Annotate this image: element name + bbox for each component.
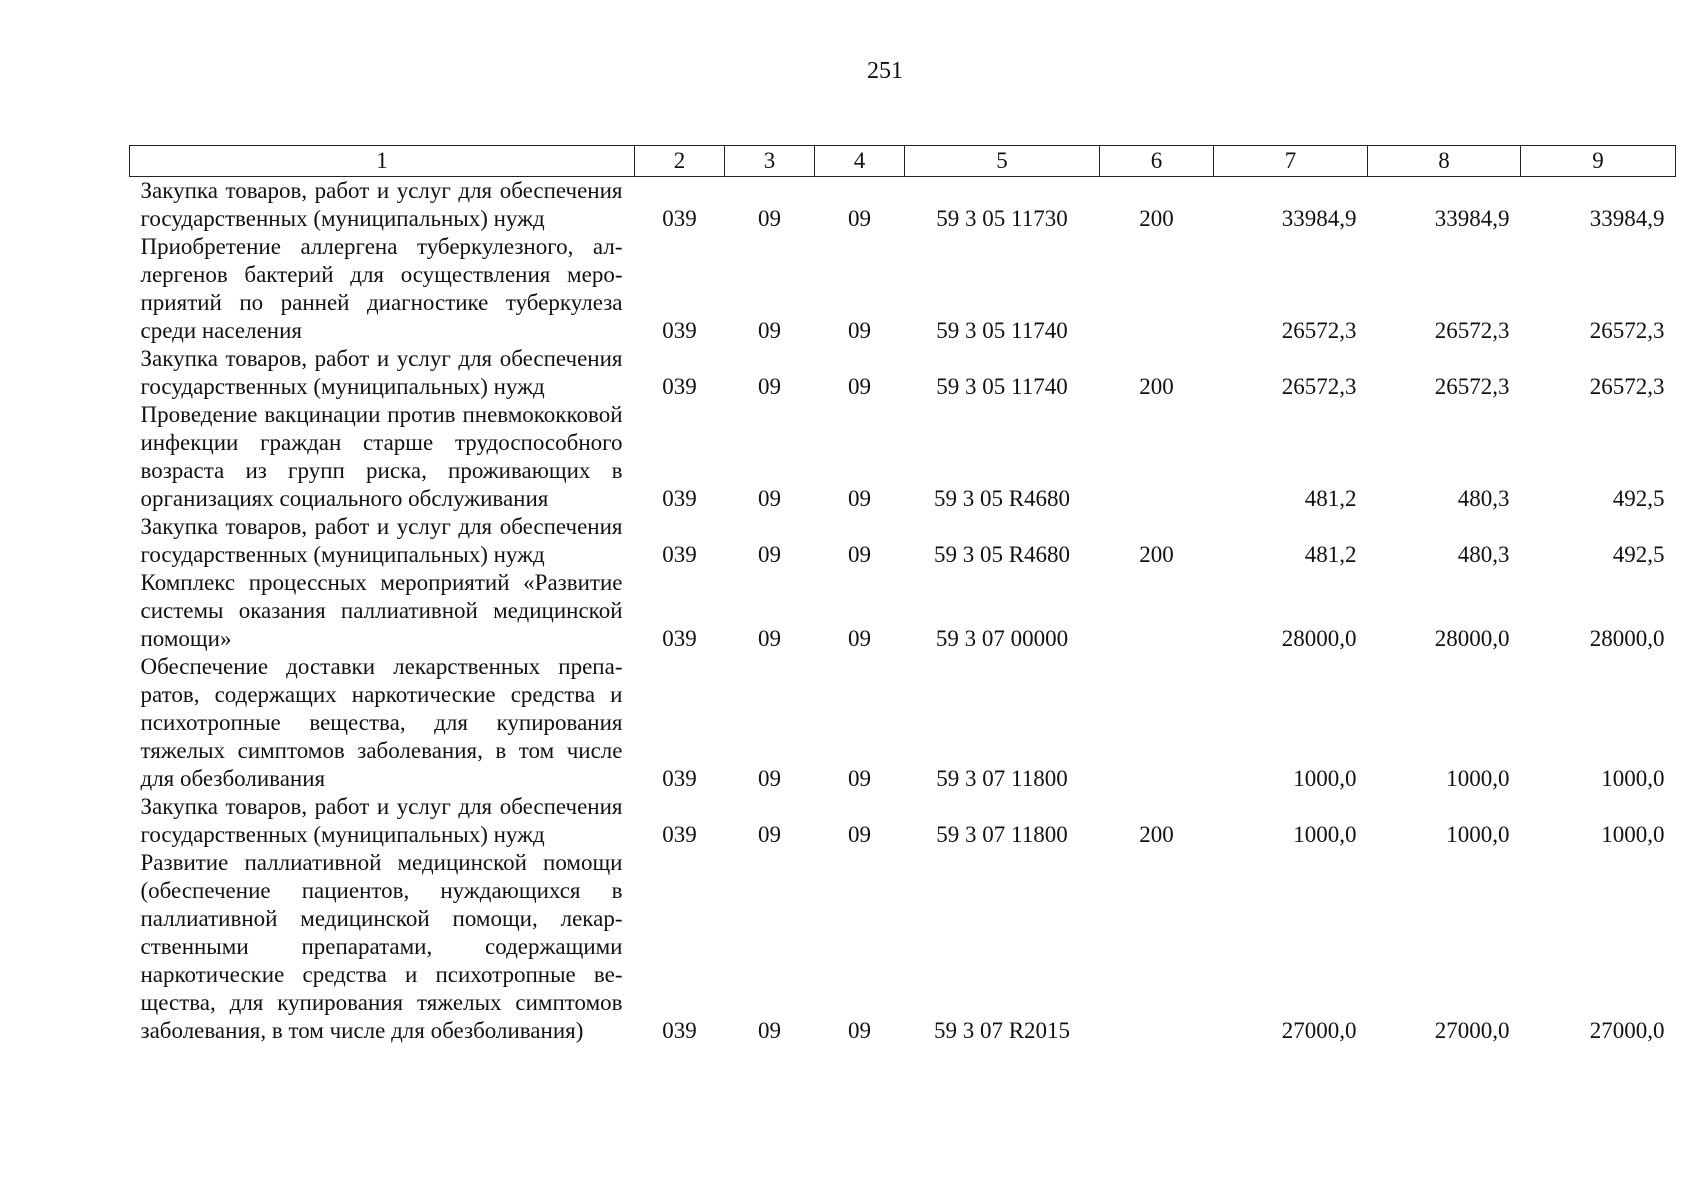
table-row [130,345,1676,401]
row-value-1: 28000,0 [1281,626,1357,651]
row-value-2: 1000,0 [1446,766,1510,791]
table-row [130,177,1676,234]
row-vr: 200 [1139,542,1174,567]
header-cell-1: 1 [130,146,635,177]
header-row [130,146,1676,177]
row-pr: 09 [848,206,871,231]
row-vr [1100,569,1214,653]
row-name: Развитие паллиативной медицинской помощи (обеспечение пациентов, нуждающихся в паллиативной медицинской помощи, лекарственными препаратами, содержащими наркотические средства и психотропные вещества, для купирования тяжелых симптомов заболевания, в том числе для обезболивания) [140,850,623,1043]
row-grbs: 039 [662,1018,697,1043]
row-pr: 09 [848,542,871,567]
row-vr [1100,849,1214,1045]
row-vr: 200 [1139,206,1174,231]
header-cell-5: 5 [905,146,1100,177]
row-grbs: 039 [662,542,697,567]
row-value-3: 26572,3 [1589,374,1665,399]
row-rz: 09 [758,374,781,399]
row-value-3: 1000,0 [1601,822,1665,847]
row-grbs: 039 [662,318,697,343]
page-number: 251 [867,58,903,84]
row-value-3: 33984,9 [1589,206,1665,231]
row-grbs: 039 [662,486,697,511]
row-value-2: 26572,3 [1434,318,1510,343]
header-cell-6: 6 [1100,146,1214,177]
row-value-1: 1000,0 [1293,766,1357,791]
header-cell-2: 2 [635,146,725,177]
row-value-2: 1000,0 [1446,822,1510,847]
row-grbs: 039 [662,822,697,847]
row-rz: 09 [758,206,781,231]
row-rz: 09 [758,822,781,847]
header-cell-9: 9 [1521,146,1676,177]
row-value-2: 480,3 [1457,486,1510,511]
row-value-2: 480,3 [1457,542,1510,567]
budget-table [129,145,1676,1045]
row-csr: 59 3 05 11740 [936,318,1068,343]
row-name: Закупка товаров, работ и услуг для обеспечения государственных (муниципальных) нужд [140,346,623,399]
row-value-3: 1000,0 [1601,766,1665,791]
row-value-3: 26572,3 [1589,318,1665,343]
row-value-1: 481,2 [1304,486,1357,511]
row-value-1: 481,2 [1304,542,1357,567]
row-value-3: 28000,0 [1589,626,1665,651]
row-pr: 09 [848,626,871,651]
header-cell-8: 8 [1368,146,1521,177]
row-csr: 59 3 05 11740 [936,374,1068,399]
table-row [130,569,1676,653]
table-row [130,653,1676,793]
row-csr: 59 3 05 R4680 [933,486,1071,511]
row-value-2: 26572,3 [1434,374,1510,399]
row-pr: 09 [848,486,871,511]
row-csr: 59 3 07 R2015 [933,1018,1071,1043]
row-grbs: 039 [662,374,697,399]
row-vr: 200 [1139,822,1174,847]
row-value-1: 26572,3 [1281,374,1357,399]
row-vr [1100,653,1214,793]
row-name: Закупка товаров, работ и услуг для обеспечения государственных (муниципальных) нужд [140,514,623,567]
row-pr: 09 [848,822,871,847]
row-name: Закупка товаров, работ и услуг для обеспечения государственных (муниципальных) нужд [140,794,623,847]
table-row [130,233,1676,345]
row-rz: 09 [758,1018,781,1043]
row-rz: 09 [758,486,781,511]
row-rz: 09 [758,626,781,651]
row-name: Закупка товаров, работ и услуг для обеспечения государственных (муниципальных) нужд [140,178,623,231]
row-pr: 09 [848,374,871,399]
table-row [130,849,1676,1045]
row-value-3: 492,5 [1612,486,1665,511]
row-csr: 59 3 07 11800 [936,822,1068,847]
row-name: Обеспечение доставки лекарственных препаратов, содержащих наркотические средства и психотропные вещества, для купирования тяжелых симптомов заболевания, в том числе для обезболивания [140,654,623,791]
row-value-2: 28000,0 [1434,626,1510,651]
row-name: Приобретение аллергена туберкулезного, аллергенов бактерий для осуществления мероприятий по ранней диагностике туберкулеза среди населения [140,234,623,343]
row-pr: 09 [848,318,871,343]
row-csr: 59 3 05 11730 [936,206,1068,231]
row-value-2: 27000,0 [1434,1018,1510,1043]
row-value-1: 26572,3 [1281,318,1357,343]
header-cell-3: 3 [725,146,815,177]
row-pr: 09 [848,1018,871,1043]
row-value-2: 33984,9 [1434,206,1510,231]
row-grbs: 039 [662,626,697,651]
row-grbs: 039 [662,766,697,791]
table-row [130,401,1676,513]
row-vr: 200 [1139,374,1174,399]
row-value-3: 27000,0 [1589,1018,1665,1043]
header-cell-7: 7 [1214,146,1368,177]
row-name: Комплекс процессных мероприятий «Развитие системы оказания паллиативной медицинской помощи» [140,570,623,651]
header-cell-4: 4 [815,146,905,177]
row-csr: 59 3 05 R4680 [933,542,1071,567]
table-row [130,793,1676,849]
table-row [130,513,1676,569]
row-vr [1100,401,1214,513]
row-vr [1100,233,1214,345]
row-rz: 09 [758,542,781,567]
row-rz: 09 [758,766,781,791]
row-csr: 59 3 07 00000 [935,626,1069,651]
row-value-1: 27000,0 [1281,1018,1357,1043]
row-grbs: 039 [662,206,697,231]
row-rz: 09 [758,318,781,343]
row-csr: 59 3 07 11800 [936,766,1068,791]
row-value-3: 492,5 [1612,542,1665,567]
row-value-1: 1000,0 [1293,822,1357,847]
row-pr: 09 [848,766,871,791]
row-name: Проведение вакцинации против пневмококковой инфекции граждан старше трудоспособного возраста из групп риска, проживающих в организациях социального обслуживания [140,402,623,511]
row-value-1: 33984,9 [1281,206,1357,231]
